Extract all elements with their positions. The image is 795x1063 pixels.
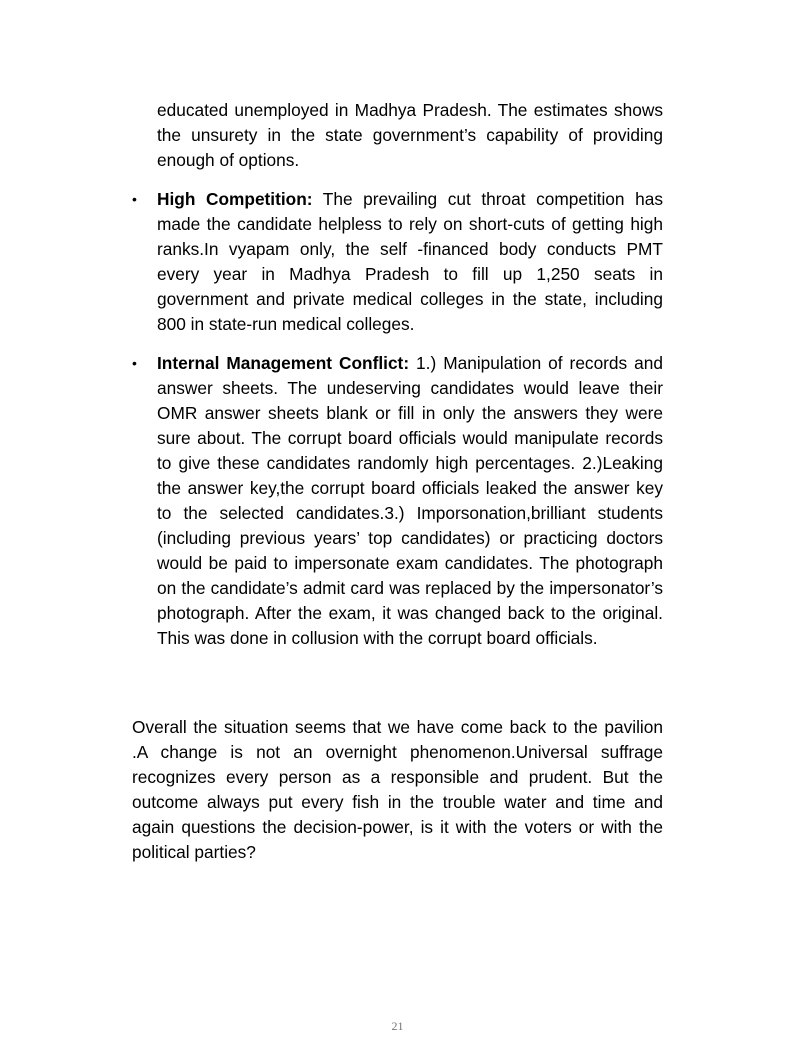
bullet-body: 1.) Manipulation of records and answer sheets. The undeserving candidates would leave their OMR answer sheets blank or fill in only the answers they were sure about. The corrupt board officials would manipulate records to give these candidates randomly high percentages. 2.)Leaking the answer key,the corrupt board officials leaked the answer key to the selected candidates.3.) Imporsonation,brilliant students (including previous years’ top candidates) or practicing doctors would be paid to impersonate exam candidates. The photograph on the candidate’s admit card was replaced by the impersonator’s photograph. After the exam, it was changed back to the original. This was done in collusion with the corrupt board officials. bbox=[157, 353, 663, 648]
conclusion-paragraph: Overall the situation seems that we have come back to the pavilion .A change is not an overnight phenomenon.Universal suffrage recognizes every person as a responsible and prudent. But the outcome always put every fish in the trouble water and time and again questions the decision-power, is it with the voters or with the political parties? bbox=[132, 717, 663, 862]
bullet-lead: Internal Management Conflict: bbox=[157, 353, 410, 373]
bullet-text bbox=[157, 351, 663, 651]
bullet-body: The prevailing cut throat competition has made the candidate helpless to rely on short-cuts of getting high ranks.In vyapam only, the self -financed body conducts PMT every year in Madhya Pradesh to fill up 1,250 seats in government and private medical colleges in the state, including 800 in state-run medical colleges. bbox=[157, 189, 663, 334]
bullet-text bbox=[157, 187, 663, 337]
bullet-item-high-competition bbox=[132, 187, 663, 337]
bullet-marker: • bbox=[132, 355, 137, 371]
continuation-paragraph: educated unemployed in Madhya Pradesh. The estimates shows the unsurety in the state government’s capability of providing enough of options. bbox=[157, 100, 663, 170]
bullet-marker: • bbox=[132, 191, 137, 207]
bullet-lead: High Competition: bbox=[157, 189, 313, 209]
page-number: 21 bbox=[391, 1019, 404, 1033]
bullet-item-internal-conflict bbox=[132, 351, 663, 651]
